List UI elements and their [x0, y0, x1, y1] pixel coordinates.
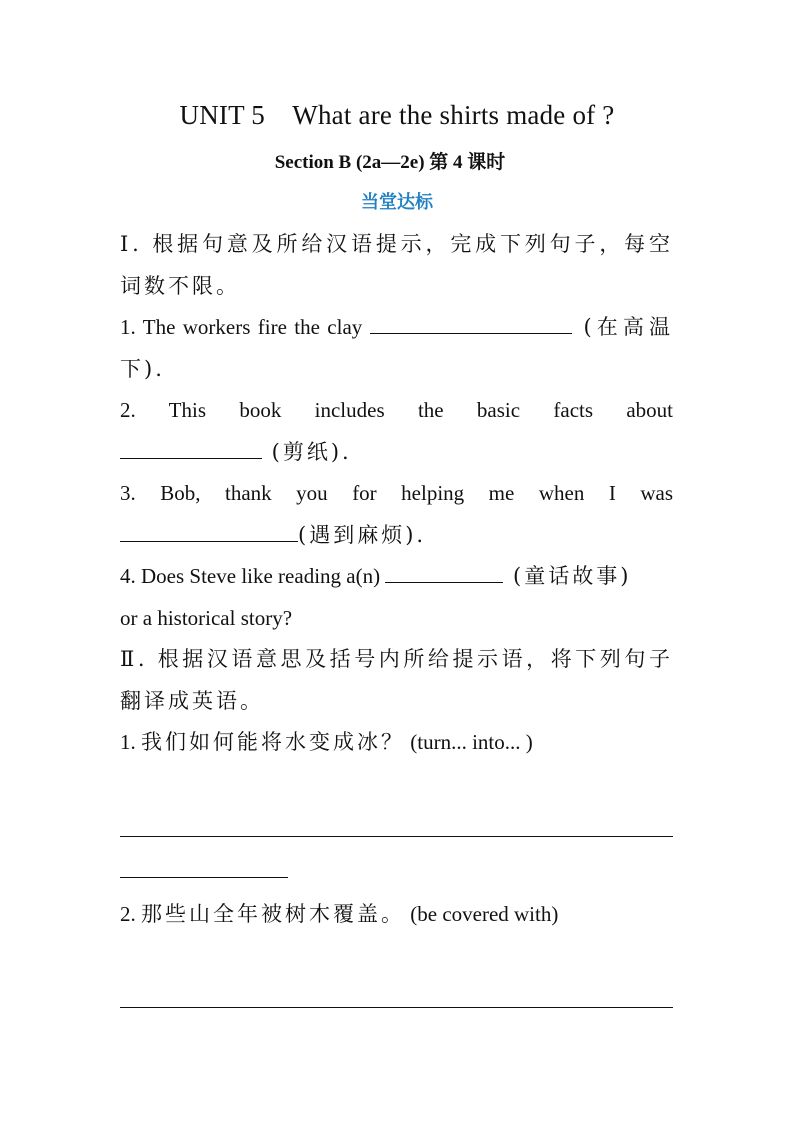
part1-question-4: 4. Does Steve like reading a(n) (童话故事)	[120, 564, 632, 588]
part2-heading: Ⅱ. 根据汉语意思及括号内所给提示语，将下列句子翻译成英语。	[120, 647, 673, 713]
practice-label: 当堂达标	[361, 192, 433, 213]
answer-blank[interactable]	[385, 581, 503, 583]
unit-title: What are the shirts made of ?	[292, 100, 615, 130]
part2-question-2: 2. 那些山全年被树木覆盖。 (be covered with)	[120, 901, 559, 926]
answer-line[interactable]	[120, 1007, 673, 1008]
exercise-content	[120, 224, 673, 1008]
answer-blank[interactable]	[120, 457, 262, 459]
part1-question-3: 3. Bob, thank you for helping me when I was	[120, 481, 673, 505]
section-subtitle: Section B (2a—2e) 第 4 课时	[274, 152, 506, 173]
part2-question-1: 1. 我们如何能将水变成冰？ (turn... into... )	[120, 730, 533, 754]
part1-question-2-cont: (剪纸).	[120, 432, 673, 474]
part1-heading: Ⅰ. 根据句意及所给汉语提示，完成下列句子，每空词数不限。	[120, 232, 673, 298]
part1-question-2: 2. This book includes the basic facts about	[120, 398, 673, 422]
part1-question-1: 1. The workers fire the clay (在高温下).	[120, 315, 673, 381]
answer-blank[interactable]	[370, 332, 572, 334]
unit-label: UNIT 5	[179, 100, 265, 130]
part1-question-3-cont: (遇到麻烦).	[120, 515, 673, 557]
answer-blank[interactable]	[120, 540, 298, 542]
part1-question-4-cont: or a historical story?	[120, 605, 293, 630]
page-title	[0, 100, 794, 131]
